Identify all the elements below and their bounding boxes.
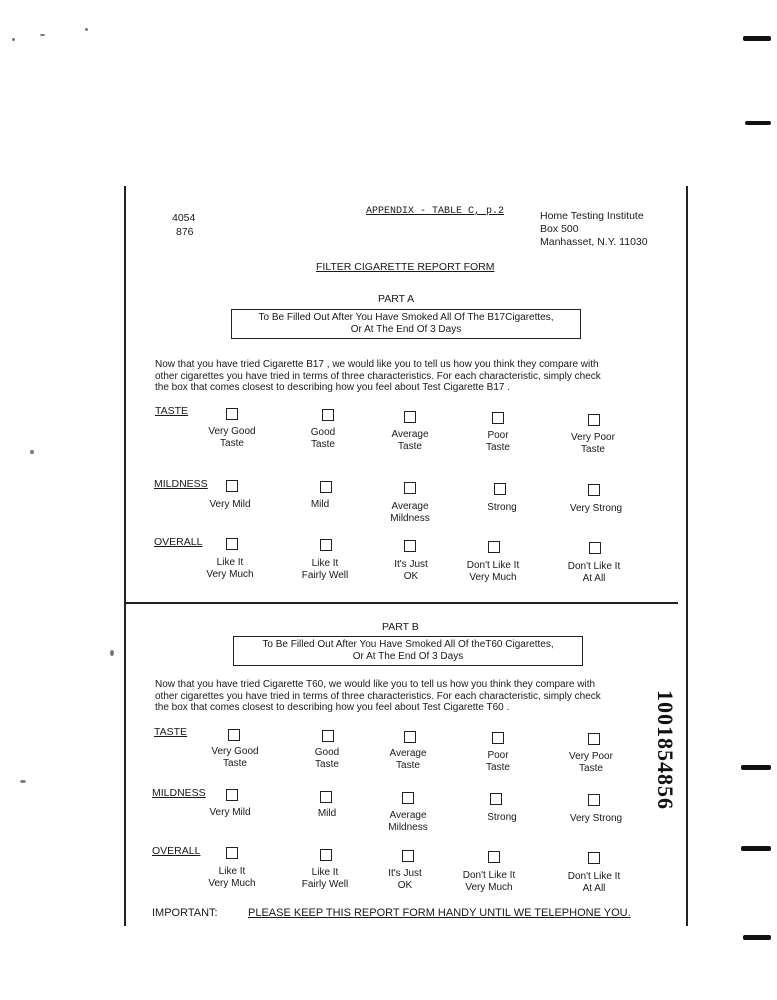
part-a-overall-checkbox-dislike-very-much[interactable] xyxy=(488,541,500,553)
part-a-mildness-checkbox-mild[interactable] xyxy=(320,481,332,493)
part-a-taste-option-very-good: Very Good Taste xyxy=(208,426,256,449)
form-title: FILTER CIGARETTE REPORT FORM xyxy=(316,261,495,273)
part-b-overall-checkbox-like-very-much[interactable] xyxy=(226,847,238,859)
part-a-overall-option-like-very-much: Like It Very Much xyxy=(206,557,254,580)
part-b-taste-checkbox-good[interactable] xyxy=(322,730,334,742)
scan-edge-mark xyxy=(741,846,771,851)
part-b-taste-option-poor: Poor Taste xyxy=(486,750,510,773)
document-id-stamp: 1001854856 xyxy=(653,690,678,810)
part-b-taste-option-very-poor: Very Poor Taste xyxy=(569,751,613,774)
part-b-taste-checkbox-very-poor[interactable] xyxy=(588,733,600,745)
part-b-instruction-line1: To Be Filled Out After You Have Smoked All Of theT60 Cigarettes, xyxy=(262,639,554,650)
part-a-mildness-option-mild: Mild xyxy=(310,499,330,510)
part-b-paragraph xyxy=(155,679,655,714)
part-b-para-line2: other cigarettes you have tried in terms of three characteristics. For each characteristic, simply check xyxy=(155,690,601,702)
part-a-overall-checkbox-just-ok[interactable] xyxy=(404,540,416,552)
part-a-para-line2: other cigarettes you have tried in terms of three characteristics. For each characteristic, simply check xyxy=(155,370,601,382)
part-a-mildness-checkbox-very-mild[interactable] xyxy=(226,480,238,492)
part-a-overall-checkbox-like-fairly-well[interactable] xyxy=(320,539,332,551)
part-a-overall-option-dislike-at-all: Don't Like It At All xyxy=(567,561,621,584)
part-a-taste-checkbox-average[interactable] xyxy=(404,411,416,423)
part-a-mildness-option-strong: Strong xyxy=(487,502,517,513)
part-a-para-line1: Now that you have tried Cigarette B17 , we would like you to tell us how you think they compare with xyxy=(155,359,599,370)
part-a-taste-option-very-poor: Very Poor Taste xyxy=(571,432,615,455)
part-b-mildness-checkbox-strong[interactable] xyxy=(490,793,502,805)
scan-edge-mark xyxy=(743,36,771,41)
part-a-mildness-checkbox-average[interactable] xyxy=(404,482,416,494)
form-left-border xyxy=(124,186,126,926)
part-b-overall-option-like-fairly-well: Like It Fairly Well xyxy=(301,867,349,890)
part-b-instruction-line2: Or At The End Of 3 Days xyxy=(352,651,464,662)
part-b-overall-option-just-ok: It's Just OK xyxy=(388,868,422,891)
scan-edge-mark xyxy=(745,121,771,125)
part-a-taste-option-average: Average Taste xyxy=(391,429,429,452)
part-b-overall-option-dislike-very-much: Don't Like It Very Much xyxy=(462,870,516,893)
part-b-instruction-box xyxy=(233,636,583,666)
scan-speck xyxy=(30,450,34,454)
part-a-taste-option-poor: Poor Taste xyxy=(486,430,510,453)
part-a-mildness-checkbox-strong[interactable] xyxy=(494,483,506,495)
part-b-mildness-checkbox-very-strong[interactable] xyxy=(588,794,600,806)
part-b-taste-checkbox-average[interactable] xyxy=(404,731,416,743)
part-a-taste-checkbox-very-poor[interactable] xyxy=(588,414,600,426)
part-b-mildness-checkbox-mild[interactable] xyxy=(320,791,332,803)
part-b-taste-option-good: Good Taste xyxy=(314,747,340,770)
part-a-instruction-box xyxy=(231,309,581,339)
part-a-para-line3: the box that comes closest to describing how you feel about Test Cigarette B17 . xyxy=(155,382,511,393)
org-box: Box 500 xyxy=(540,223,579,235)
important-text: PLEASE KEEP THIS REPORT FORM HANDY UNTIL WE TELEPHONE YOU. xyxy=(248,907,631,919)
part-a-overall-option-like-fairly-well: Like It Fairly Well xyxy=(301,558,349,581)
part-a-mildness-option-very-mild: Very Mild xyxy=(209,499,251,510)
part-a-taste-checkbox-poor[interactable] xyxy=(492,412,504,424)
scan-edge-mark xyxy=(743,935,771,940)
part-b-mildness-checkbox-average[interactable] xyxy=(402,792,414,804)
part-b-para-line3: the box that comes closest to describing how you feel about Test Cigarette T60 . xyxy=(155,702,510,713)
part-b-mildness-option-strong: Strong xyxy=(487,812,517,823)
doc-code-2: 876 xyxy=(176,226,194,238)
part-a-overall-option-just-ok: It's Just OK xyxy=(394,559,428,582)
part-a-overall-label: OVERALL xyxy=(154,536,203,548)
scan-speck xyxy=(12,38,15,41)
part-b-taste-checkbox-very-good[interactable] xyxy=(228,729,240,741)
part-a-mildness-option-very-strong: Very Strong xyxy=(569,503,623,514)
part-b-mildness-checkbox-very-mild[interactable] xyxy=(226,789,238,801)
part-b-overall-checkbox-just-ok[interactable] xyxy=(402,850,414,862)
part-b-overall-checkbox-like-fairly-well[interactable] xyxy=(320,849,332,861)
part-b-heading: PART B xyxy=(382,621,419,633)
form-right-border xyxy=(686,186,688,926)
part-b-mildness-option-mild: Mild xyxy=(317,808,337,819)
part-a-mildness-option-average: Average Mildness xyxy=(390,501,430,524)
org-name: Home Testing Institute xyxy=(540,210,644,222)
part-b-overall-option-dislike-at-all: Don't Like It At All xyxy=(567,871,621,894)
part-a-heading: PART A xyxy=(378,293,415,305)
part-b-taste-option-average: Average Taste xyxy=(389,748,427,771)
part-a-mildness-label: MILDNESS xyxy=(154,478,208,490)
part-b-taste-option-very-good: Very Good Taste xyxy=(211,746,259,769)
part-b-mildness-option-very-mild: Very Mild xyxy=(209,807,251,818)
part-a-instruction-line2: Or At The End Of 3 Days xyxy=(350,324,462,335)
scan-edge-mark xyxy=(741,765,771,770)
doc-code-1: 4054 xyxy=(172,212,196,224)
part-b-mildness-label: MILDNESS xyxy=(152,787,206,799)
scan-speck xyxy=(85,28,88,31)
part-divider xyxy=(126,602,678,604)
part-a-taste-label: TASTE xyxy=(155,405,189,417)
part-b-para-line1: Now that you have tried Cigarette T60, we would like you to tell us how you think they compare with xyxy=(155,679,596,690)
part-a-paragraph xyxy=(155,359,655,394)
appendix-title: APPENDIX - TABLE C, p.2 xyxy=(366,206,505,217)
part-b-mildness-option-average: Average Mildness xyxy=(388,810,428,833)
part-b-overall-option-like-very-much: Like It Very Much xyxy=(208,866,256,889)
part-b-mildness-option-very-strong: Very Strong xyxy=(569,813,623,824)
important-label: IMPORTANT: xyxy=(152,907,218,919)
scan-speck xyxy=(40,34,45,36)
part-a-taste-checkbox-good[interactable] xyxy=(322,409,334,421)
part-b-taste-label: TASTE xyxy=(154,726,188,738)
part-a-instruction-line1: To Be Filled Out After You Have Smoked All Of The B17Cigarettes, xyxy=(258,312,554,323)
part-a-mildness-checkbox-very-strong[interactable] xyxy=(588,484,600,496)
part-b-taste-checkbox-poor[interactable] xyxy=(492,732,504,744)
part-a-overall-checkbox-like-very-much[interactable] xyxy=(226,538,238,550)
scan-speck xyxy=(20,780,26,783)
part-b-overall-label: OVERALL xyxy=(152,845,201,857)
part-a-overall-option-dislike-very-much: Don't Like It Very Much xyxy=(466,560,520,583)
part-a-taste-option-good: Good Taste xyxy=(310,427,336,450)
scan-speck xyxy=(110,650,114,656)
part-a-taste-checkbox-very-good[interactable] xyxy=(226,408,238,420)
org-city: Manhasset, N.Y. 11030 xyxy=(540,236,648,248)
part-b-overall-checkbox-dislike-at-all[interactable] xyxy=(588,852,600,864)
part-a-overall-checkbox-dislike-at-all[interactable] xyxy=(589,542,601,554)
part-b-overall-checkbox-dislike-very-much[interactable] xyxy=(488,851,500,863)
